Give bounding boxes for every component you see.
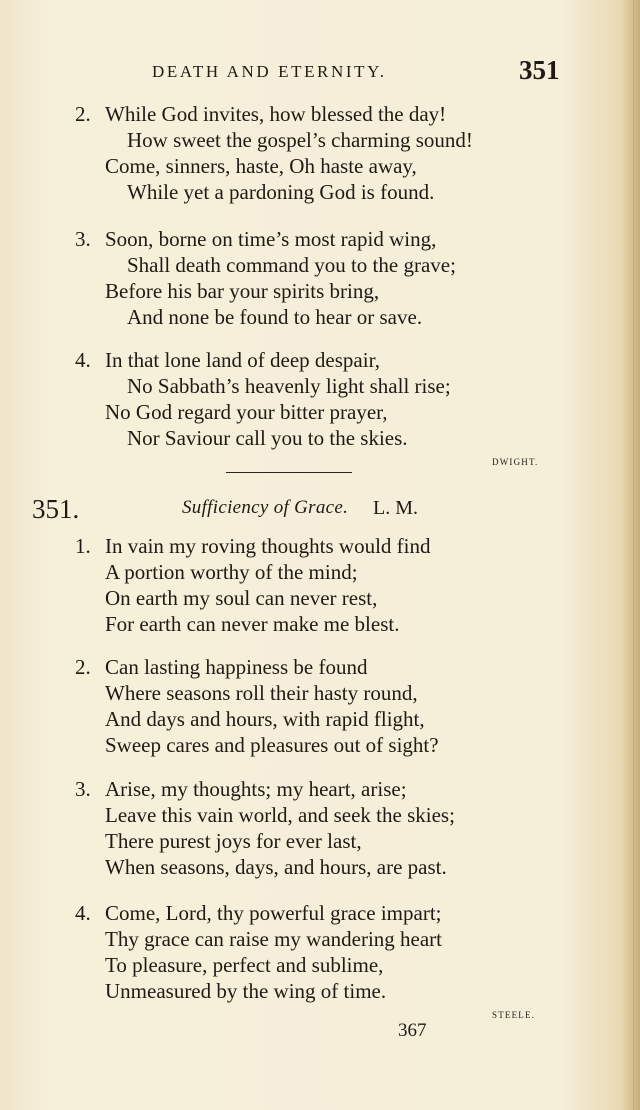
verse-number: 4. — [75, 348, 91, 372]
verse-line: To pleasure, perfect and sublime, — [105, 953, 384, 977]
verse-line: 3. Arise, my thoughts; my heart, arise; — [75, 777, 407, 801]
hymn-number: 351. — [32, 494, 80, 524]
verse-3 — [75, 776, 455, 880]
verse-prev-3 — [75, 226, 456, 330]
page-number: 367 — [398, 1020, 427, 1041]
verse-line: 4. In that lone land of deep despair, — [75, 348, 380, 372]
verse-line: No Sabbath’s heavenly light shall rise; — [127, 374, 451, 398]
verse-number: 1. — [75, 534, 91, 558]
verse-2 — [75, 654, 439, 758]
verse-line: And days and hours, with rapid flight, — [105, 707, 425, 731]
verse-prev-4 — [75, 347, 451, 451]
verse-number: 4. — [75, 901, 91, 925]
verse-number: 3. — [75, 777, 91, 801]
verse-line: While yet a pardoning God is found. — [127, 180, 435, 204]
verse-line: Unmeasured by the wing of time. — [105, 979, 387, 1003]
verse-line: And none be found to hear or save. — [127, 305, 423, 329]
verse-line: Shall death command you to the grave; — [127, 253, 456, 277]
verse-line: For earth can never make me blest. — [105, 612, 400, 636]
verse-number: 2. — [75, 102, 91, 126]
verse-number: 2. — [75, 655, 91, 679]
verse-line: How sweet the gospel’s charming sound! — [127, 128, 473, 152]
verse-line: Nor Saviour call you to the skies. — [127, 426, 408, 450]
author-credit: STEELE. — [492, 1010, 536, 1020]
verse-line: 2. Can lasting happiness be found — [75, 655, 368, 679]
author-credit: DWIGHT. — [492, 457, 539, 467]
verse-line: Thy grace can raise my wandering heart — [105, 927, 443, 951]
verse-line: Before his bar your spirits bring, — [105, 279, 380, 303]
verse-line: No God regard your bitter prayer, — [105, 400, 388, 424]
verse-line: Sweep cares and pleasures out of sight? — [105, 733, 439, 757]
verse-4 — [75, 900, 442, 1004]
verse-line: 3. Soon, borne on time’s most rapid wing, — [75, 227, 437, 251]
verse-line: Leave this vain world, and seek the skies; — [105, 803, 455, 827]
verse-line: On earth my soul can never rest, — [105, 586, 378, 610]
hymn-meter: L. M. — [373, 497, 418, 519]
verse-line: There purest joys for ever last, — [105, 829, 362, 853]
hymn-title: Sufficiency of Grace. — [182, 497, 349, 518]
verse-line: 1. In vain my roving thoughts would find — [75, 534, 431, 558]
page-edge — [633, 0, 634, 1110]
verse-line: When seasons, days, and hours, are past. — [105, 855, 447, 879]
hymn-page-number: 351 — [519, 55, 560, 85]
verse-number: 3. — [75, 227, 91, 251]
verse-prev-2 — [75, 101, 473, 205]
verse-line: Come, sinners, haste, Oh haste away, — [105, 154, 417, 178]
verse-1 — [75, 533, 430, 637]
verse-line: 2. While God invites, how blessed the day! — [75, 102, 447, 126]
verse-line: Where seasons roll their hasty round, — [105, 681, 418, 705]
verse-line: A portion worthy of the mind; — [105, 560, 358, 584]
verse-line: 4. Come, Lord, thy powerful grace impart; — [75, 901, 442, 925]
section-divider — [226, 472, 352, 473]
running-header: DEATH AND ETERNITY. — [152, 62, 387, 81]
